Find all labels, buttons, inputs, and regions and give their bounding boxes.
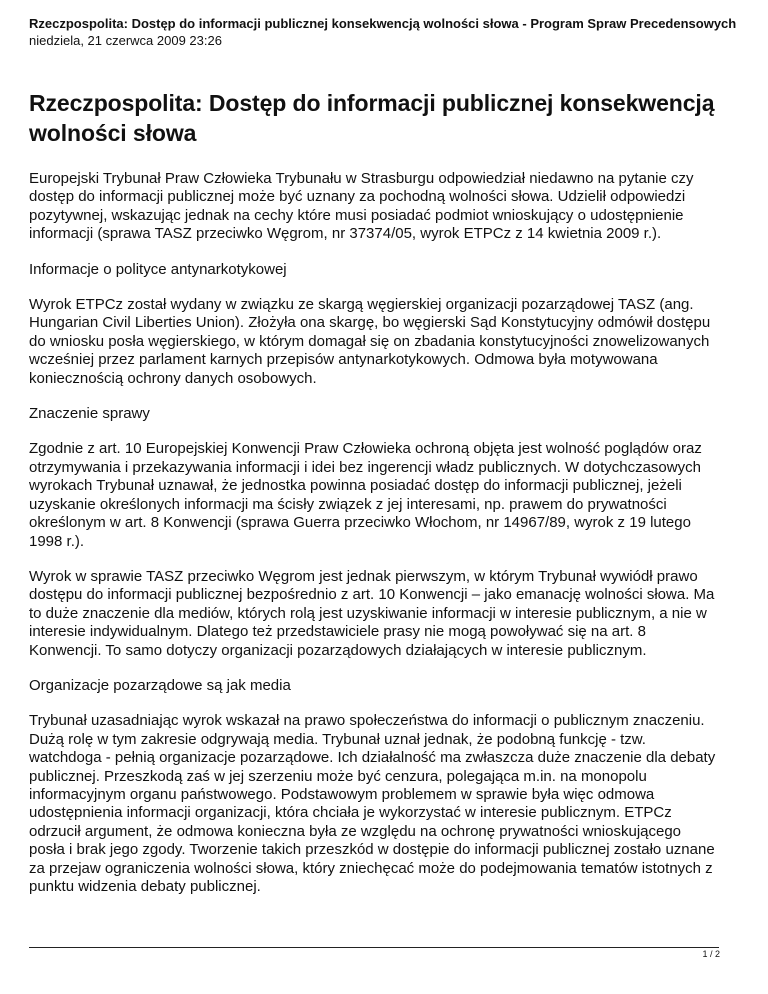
paragraph-reasoning: Trybunał uzasadniając wyrok wskazał na prawo społeczeństwa do informacji o publicznym znaczeniu. Dużą rolę w tym zakresie odgrywają media. Trybunał uznał jednak, że podobną funkcję - tzw. watchdoga - pełnią organizacje pozarządowe. Ich działalność ma zwłaszcza duże znaczenie dla debaty publicznej. Przeszkodą zaś w jej szerzeniu może być cenzura, polegająca m.in. na monopolu informacyjnym organu państwowego. Podstawowym problemem w sprawie była więc odmowa udostępnienia informacji organizacji, która chciała je wykorzystać w interesie publicznym. ETPCz odrzucił argument, że odmowa konieczna była ze względu na ochronę prywatności wnioskującego posła i brak jego zgody. Tworzenie takich przeszkód w dostępie do informacji publicznej zostało uznane za przejaw ograniczenia wolności słowa, który zniechęcać może do podejmowania tematów istotnych z punktu widzenia debaty publicznej.	[29, 712, 716, 895]
page-number: 1 / 2	[702, 949, 720, 959]
header-title: Rzeczpospolita: Dostęp do informacji publicznej konsekwencją wolności słowa - Program Spraw Precedensowych	[29, 16, 737, 31]
paragraph-judgment: Wyrok ETPCz został wydany w związku ze skargą węgierskiej organizacji pozarządowej TASZ (ang. Hungarian Civil Liberties Union). Złożyła ona skargę, bo węgierski Sąd Konstytucyjny odmówił dostępu do wniosku posła węgierskiego, w którym domagał się on zbadania konstytucyjności znowelizowanych wcześniej przez parlament karnych przepisów antynarkotykowych. Odmowa była motywowana koniecznością ochrony danych osobowych.	[29, 296, 711, 387]
paragraph-tasz-case: Wyrok w sprawie TASZ przeciwko Węgrom jest jednak pierwszym, w którym Trybunał wywiódł prawo dostępu do informacji publicznej bezpośrednio z art. 10 Konwencji – jako emanację wolności słowa. Ma to duże znaczenie dla mediów, których rolą jest uzyskiwanie informacji w interesie publicznym, a nie w interesie indywidualnym. Dlatego też przedstawiciele prasy nie mogą powoływać się na art. 8 Konwencji. To samo dotyczy organizacji pozarządowych działających w interesie publicznym.	[29, 567, 715, 659]
header-date: niedziela, 21 czerwca 2009 23:26	[29, 33, 222, 48]
section-heading-significance: Znaczenie sprawy	[29, 405, 150, 423]
article	[29, 88, 719, 913]
paragraph-article-10: Zgodnie z art. 10 Europejskiej Konwencji Praw Człowieka ochroną objęta jest wolność poglądów oraz otrzymywania i przekazywania informacji i idei bez ingerencji władz publicznych. W dotychczasowych wyrokach Trybunał uznawał, że jednostka powinna posiadać dostęp do informacji publicznej, jeżeli uzyskanie określonych informacji ma ścisły związek z jej interesami, np. prawem do prywatności określonym w art. 8 Konwencji (sprawa Guerra przeciwko Włochom, nr 14967/89, wyrok z 19 lutego 1998 r.).	[29, 440, 702, 550]
page-header	[29, 15, 768, 49]
article-title: Rzeczpospolita: Dostęp do informacji publicznej konsekwencją wolności słowa	[29, 90, 715, 146]
section-heading-ngos: Organizacje pozarządowe są jak media	[29, 676, 291, 694]
section-heading-drug-policy: Informacje o polityce antynarkotykowej	[29, 260, 287, 278]
paragraph-intro: Europejski Trybunał Praw Człowieka Trybunału w Strasburgu odpowiedział niedawno na pytanie czy dostęp do informacji publicznej może być uznany za pochodną wolności słowa. Udzielił odpowiedzi pozytywnej, wskazując jednak na cechy które musi posiadać podmiot wnioskujący o udostępnienie informacji (sprawa TASZ przeciwko Węgrom, nr 37374/05, wyrok ETPCz z 14 kwietnia 2009 r.).	[29, 170, 694, 243]
footer-divider	[29, 947, 719, 948]
